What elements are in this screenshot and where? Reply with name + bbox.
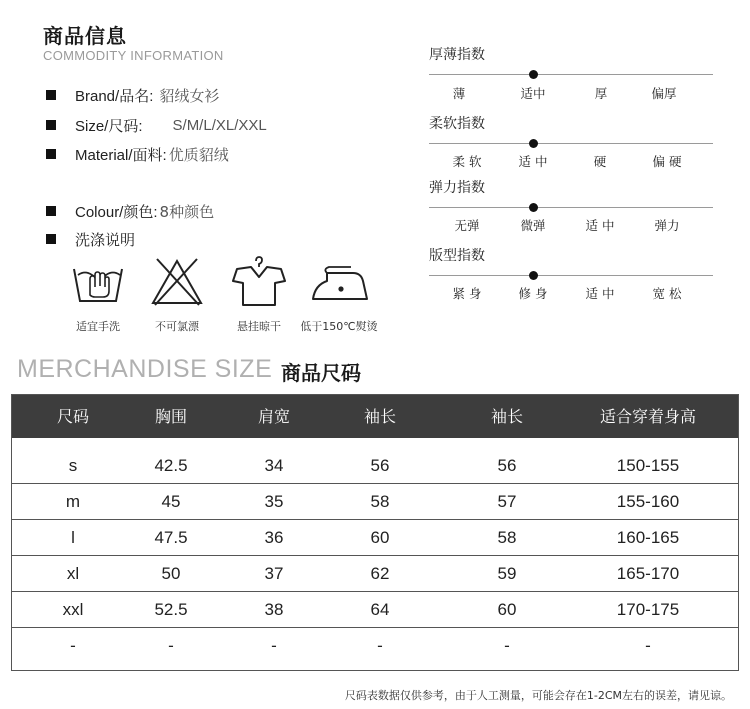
size-section-title-cn: 商品尺码 (281, 361, 361, 385)
info-row-brand (46, 84, 219, 106)
index-option: 适 中 (585, 218, 615, 233)
section-title-en: COMMODITY INFORMATION (43, 48, 224, 63)
iron-low-icon (309, 255, 369, 307)
index-option: 适 中 (585, 286, 615, 301)
care-label: 适宜手洗 (76, 320, 120, 333)
size-table-header (12, 395, 738, 438)
index-option: 薄 (452, 86, 466, 101)
table-cell: 35 (264, 492, 284, 511)
table-cell: 165-170 (616, 564, 680, 583)
column-header: 适合穿着身高 (599, 407, 697, 426)
table-cell: 60 (497, 600, 517, 619)
table-cell: 50 (161, 564, 181, 583)
index-marker-fit (529, 271, 538, 280)
index-option: 适 中 (518, 154, 548, 169)
care-item-no-bleach (141, 255, 213, 335)
info-value: S/M/L/XL/XXL (172, 116, 267, 134)
column-header: 胸围 (154, 407, 188, 426)
table-cell: m (65, 492, 81, 511)
table-cell: 36 (264, 528, 284, 547)
table-cell: - (271, 636, 277, 655)
table-cell: 58 (497, 528, 517, 547)
table-cell: 42.5 (154, 456, 188, 475)
bullet-square-icon (46, 206, 56, 216)
index-option: 无弹 (454, 218, 480, 233)
index-title-thickness: 厚薄指数 (429, 47, 485, 63)
table-cell: - (168, 636, 174, 655)
table-row (12, 448, 738, 484)
table-cell: 57 (497, 492, 517, 511)
table-row (12, 556, 738, 592)
info-label: 洗涤说明 (75, 231, 136, 249)
care-label: 低于150℃熨烫 (300, 320, 378, 333)
table-cell: xl (66, 564, 80, 583)
care-item-iron-low (300, 255, 378, 335)
index-option: 偏 硬 (652, 154, 682, 169)
table-row (12, 484, 738, 520)
info-value: 8种颜色 (159, 202, 215, 221)
column-header: 袖长 (363, 407, 397, 426)
index-option: 适中 (520, 86, 546, 101)
care-label: 不可氯漂 (155, 320, 199, 333)
table-cell: 56 (370, 456, 390, 475)
size-section-title-en: MERCHANDISE SIZE (17, 355, 273, 383)
table-cell: - (645, 636, 651, 655)
table-row (12, 628, 738, 664)
table-cell: 45 (161, 492, 181, 511)
hang-dry-icon (229, 255, 289, 307)
bullet-square-icon (46, 90, 56, 100)
table-cell: 62 (370, 564, 390, 583)
table-cell: - (377, 636, 383, 655)
table-cell: - (70, 636, 76, 655)
table-cell: 56 (497, 456, 517, 475)
care-label: 悬挂晾干 (237, 320, 281, 333)
info-value: 优质貂绒 (168, 145, 229, 164)
index-scale-line (429, 143, 713, 144)
index-title-elasticity: 弹力指数 (429, 180, 485, 196)
care-item-hang-dry (223, 255, 295, 335)
table-cell: 38 (264, 600, 284, 619)
index-option: 弹力 (654, 218, 680, 233)
table-cell: 47.5 (154, 528, 188, 547)
table-cell: 150-155 (616, 456, 680, 475)
table-cell: 160-165 (616, 528, 680, 547)
index-marker-softness (529, 139, 538, 148)
table-cell: 34 (264, 456, 284, 475)
index-scale-line (429, 207, 713, 208)
bullet-square-icon (46, 149, 56, 159)
table-cell: l (71, 528, 75, 547)
index-marker-thickness (529, 70, 538, 79)
info-label: Size/尺码: (75, 117, 143, 135)
table-cell: 58 (370, 492, 390, 511)
table-cell: xxl (62, 600, 84, 619)
table-cell: 155-160 (616, 492, 680, 511)
table-cell: 37 (264, 564, 284, 583)
index-marker-elasticity (529, 203, 538, 212)
index-option: 宽 松 (652, 286, 682, 301)
table-row (12, 592, 738, 628)
index-option: 柔 软 (452, 154, 482, 169)
index-option: 微弹 (520, 218, 546, 233)
table-cell: s (68, 456, 78, 475)
index-title-fit: 版型指数 (429, 248, 485, 264)
size-table (11, 394, 739, 671)
info-row-washing (46, 228, 135, 250)
section-title-cn: 商品信息 (43, 24, 127, 48)
index-option: 偏厚 (651, 86, 677, 101)
no-bleach-icon (147, 255, 207, 307)
info-label: Brand/品名: (75, 87, 154, 105)
table-cell: 60 (370, 528, 390, 547)
table-cell: 64 (370, 600, 390, 619)
hand-wash-icon (68, 255, 128, 307)
table-cell: 170-175 (616, 600, 680, 619)
table-cell: 59 (497, 564, 517, 583)
table-row (12, 520, 738, 556)
index-title-softness: 柔软指数 (429, 116, 485, 132)
table-cell: 52.5 (154, 600, 188, 619)
column-header: 尺码 (56, 407, 90, 426)
info-row-colour (46, 200, 214, 222)
info-label: Colour/颜色: (75, 203, 158, 221)
info-row-size (46, 114, 267, 136)
column-header: 袖长 (490, 407, 524, 426)
size-disclaimer-note: 尺码表数据仅供参考，由于人工测量，可能会存在1-2CM左右的误差，请见谅。 (344, 689, 732, 702)
care-item-hand-wash (62, 255, 134, 335)
column-header: 肩宽 (257, 407, 291, 426)
index-scale-line (429, 74, 713, 75)
index-option: 厚 (594, 86, 608, 101)
bullet-square-icon (46, 234, 56, 244)
index-scale-line (429, 275, 713, 276)
index-option: 紧 身 (452, 286, 482, 301)
index-option: 修 身 (518, 286, 548, 301)
table-cell: - (504, 636, 510, 655)
info-row-material (46, 143, 229, 165)
info-label: Material/面料: (75, 146, 167, 164)
index-option: 硬 (593, 154, 607, 169)
info-value: 貂绒女衫 (159, 86, 220, 105)
bullet-square-icon (46, 120, 56, 130)
